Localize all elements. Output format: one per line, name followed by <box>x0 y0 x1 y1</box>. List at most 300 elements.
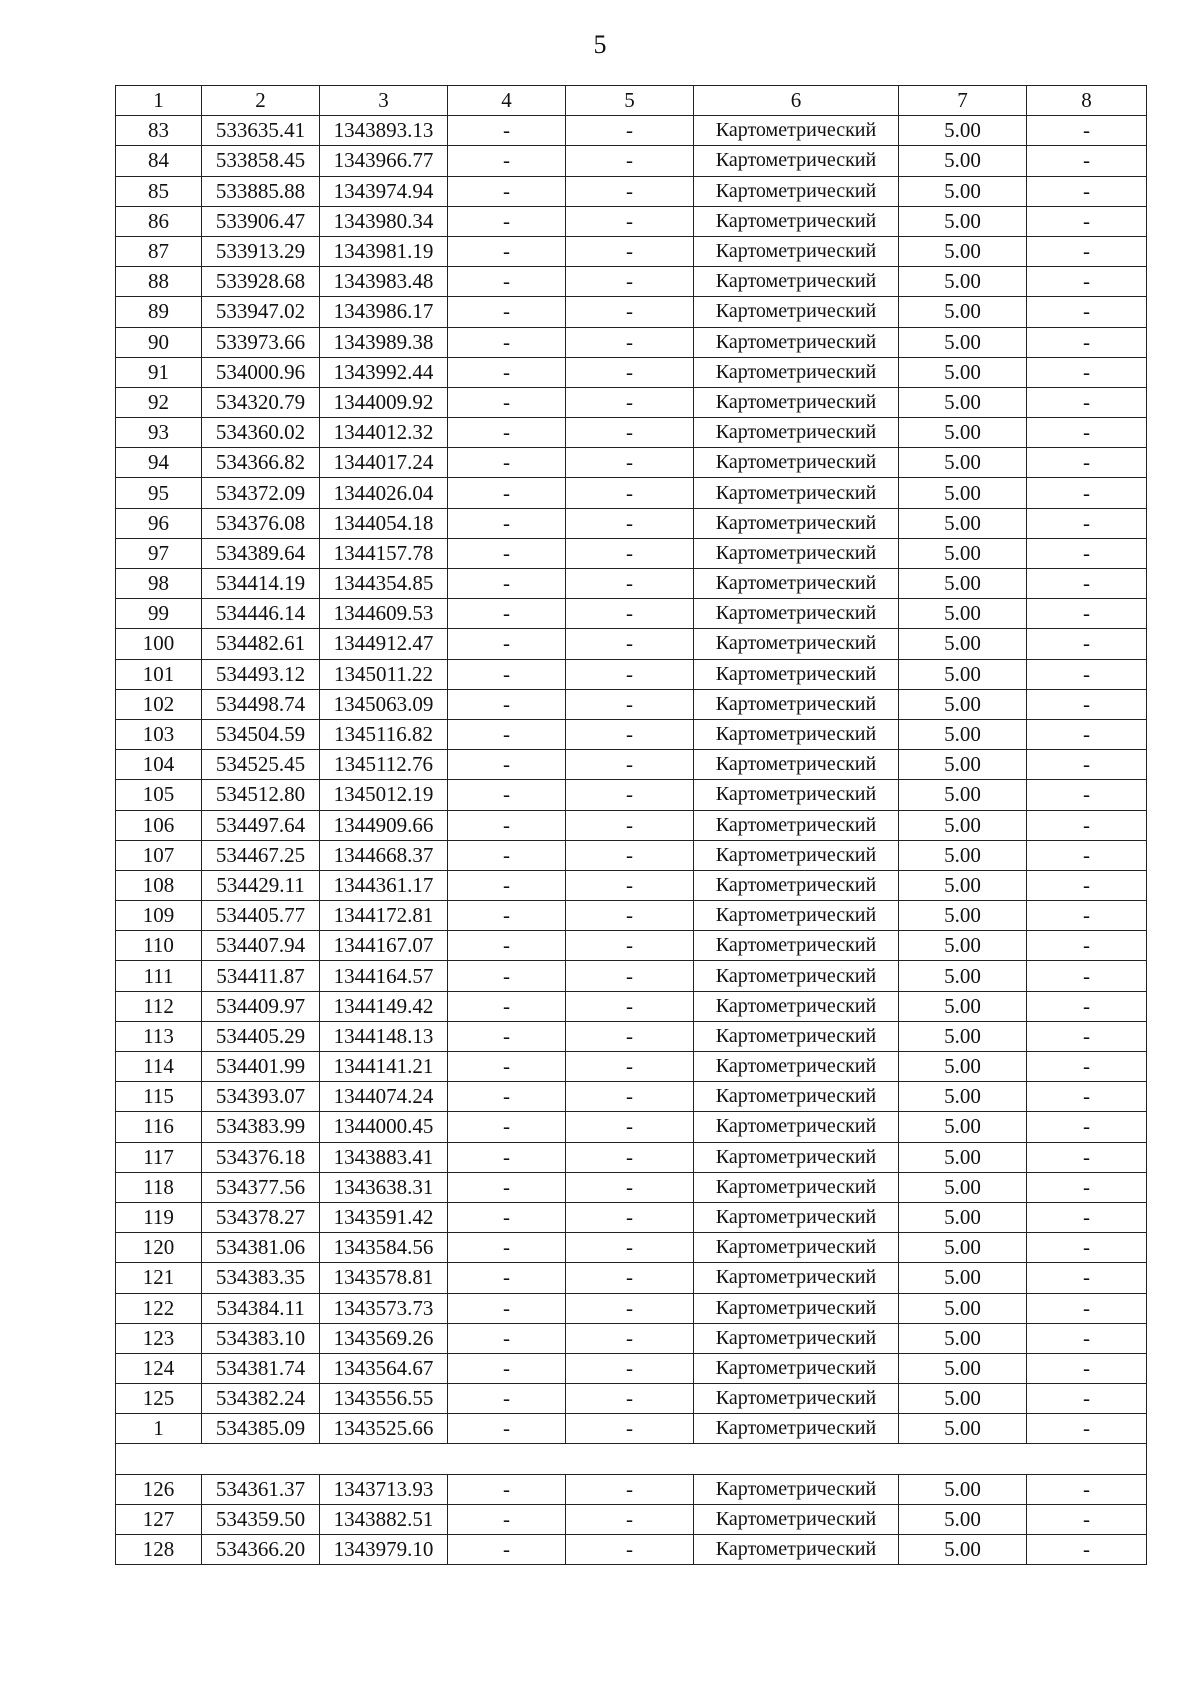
table-row <box>116 991 1147 1021</box>
x-coordinate-cell: 534361.37 <box>202 1474 320 1504</box>
accuracy-cell: 5.00 <box>899 1021 1027 1051</box>
col5-cell: - <box>566 931 694 961</box>
point-number-cell: 103 <box>116 719 202 749</box>
x-coordinate-cell: 533885.88 <box>202 176 320 206</box>
col4-cell: - <box>448 870 566 900</box>
accuracy-cell: 5.00 <box>899 750 1027 780</box>
col5-cell: - <box>566 1172 694 1202</box>
accuracy-cell: 5.00 <box>899 1112 1027 1142</box>
accuracy-cell: 5.00 <box>899 1233 1027 1263</box>
y-coordinate-cell: 1344148.13 <box>320 1021 448 1051</box>
point-number-cell: 123 <box>116 1323 202 1353</box>
col4-cell: - <box>448 1414 566 1444</box>
col5-cell: - <box>566 719 694 749</box>
method-cell: Картометрический <box>694 569 899 599</box>
col8-cell: - <box>1027 1353 1147 1383</box>
y-coordinate-cell: 1344074.24 <box>320 1082 448 1112</box>
point-number-cell: 89 <box>116 297 202 327</box>
y-coordinate-cell: 1345011.22 <box>320 659 448 689</box>
point-number-cell: 88 <box>116 267 202 297</box>
x-coordinate-cell: 534407.94 <box>202 931 320 961</box>
x-coordinate-cell: 534429.11 <box>202 870 320 900</box>
col5-cell: - <box>566 659 694 689</box>
table-row <box>116 569 1147 599</box>
y-coordinate-cell: 1344026.04 <box>320 478 448 508</box>
col4-cell: - <box>448 1504 566 1534</box>
point-number-cell: 101 <box>116 659 202 689</box>
col4-cell: - <box>448 267 566 297</box>
table-row <box>116 176 1147 206</box>
x-coordinate-cell: 534414.19 <box>202 569 320 599</box>
col4-cell: - <box>448 176 566 206</box>
method-cell: Картометрический <box>694 1535 899 1565</box>
accuracy-cell: 5.00 <box>899 176 1027 206</box>
y-coordinate-cell: 1343893.13 <box>320 116 448 146</box>
method-cell: Картометрический <box>694 1082 899 1112</box>
table-row <box>116 719 1147 749</box>
col8-cell: - <box>1027 146 1147 176</box>
method-cell: Картометрический <box>694 418 899 448</box>
x-coordinate-cell: 533973.66 <box>202 327 320 357</box>
col8-cell: - <box>1027 387 1147 417</box>
y-coordinate-cell: 1344149.42 <box>320 991 448 1021</box>
col4-cell: - <box>448 1202 566 1232</box>
point-number-cell: 120 <box>116 1233 202 1263</box>
accuracy-cell: 5.00 <box>899 1474 1027 1504</box>
method-cell: Картометрический <box>694 357 899 387</box>
col4-cell: - <box>448 629 566 659</box>
table-row <box>116 236 1147 266</box>
x-coordinate-cell: 534381.06 <box>202 1233 320 1263</box>
accuracy-cell: 5.00 <box>899 1323 1027 1353</box>
x-coordinate-cell: 534446.14 <box>202 599 320 629</box>
method-cell: Картометрический <box>694 1052 899 1082</box>
col5-cell: - <box>566 1504 694 1534</box>
method-cell: Картометрический <box>694 840 899 870</box>
point-number-cell: 90 <box>116 327 202 357</box>
accuracy-cell: 5.00 <box>899 1263 1027 1293</box>
y-coordinate-cell: 1343638.31 <box>320 1172 448 1202</box>
col5-cell: - <box>566 176 694 206</box>
y-coordinate-cell: 1344141.21 <box>320 1052 448 1082</box>
method-cell: Картометрический <box>694 780 899 810</box>
page-number: 5 <box>593 30 607 59</box>
point-number-cell: 128 <box>116 1535 202 1565</box>
accuracy-cell: 5.00 <box>899 961 1027 991</box>
method-cell: Картометрический <box>694 1414 899 1444</box>
col5-cell: - <box>566 991 694 1021</box>
accuracy-cell: 5.00 <box>899 267 1027 297</box>
col4-cell: - <box>448 931 566 961</box>
col5-cell: - <box>566 599 694 629</box>
method-cell: Картометрический <box>694 750 899 780</box>
col8-cell: - <box>1027 116 1147 146</box>
col4-cell: - <box>448 689 566 719</box>
col4-cell: - <box>448 780 566 810</box>
accuracy-cell: 5.00 <box>899 659 1027 689</box>
point-number-cell: 95 <box>116 478 202 508</box>
col5-cell: - <box>566 357 694 387</box>
col5-cell: - <box>566 780 694 810</box>
table-row <box>116 1353 1147 1383</box>
method-cell: Картометрический <box>694 508 899 538</box>
y-coordinate-cell: 1343989.38 <box>320 327 448 357</box>
col8-cell: - <box>1027 1474 1147 1504</box>
method-cell: Картометрический <box>694 1504 899 1534</box>
col5-cell: - <box>566 1233 694 1263</box>
point-number-cell: 126 <box>116 1474 202 1504</box>
col5-cell: - <box>566 1353 694 1383</box>
method-cell: Картометрический <box>694 538 899 568</box>
accuracy-cell: 5.00 <box>899 991 1027 1021</box>
method-cell: Картометрический <box>694 659 899 689</box>
col4-cell: - <box>448 1293 566 1323</box>
point-number-cell: 100 <box>116 629 202 659</box>
accuracy-cell: 5.00 <box>899 327 1027 357</box>
accuracy-cell: 5.00 <box>899 810 1027 840</box>
point-number-cell: 104 <box>116 750 202 780</box>
y-coordinate-cell: 1344012.32 <box>320 418 448 448</box>
col8-cell: - <box>1027 1414 1147 1444</box>
accuracy-cell: 5.00 <box>899 931 1027 961</box>
x-coordinate-cell: 534366.82 <box>202 448 320 478</box>
y-coordinate-cell: 1343591.42 <box>320 1202 448 1232</box>
y-coordinate-cell: 1344009.92 <box>320 387 448 417</box>
table-row <box>116 750 1147 780</box>
accuracy-cell: 5.00 <box>899 448 1027 478</box>
table-row <box>116 448 1147 478</box>
col8-cell: - <box>1027 1021 1147 1051</box>
table-row <box>116 961 1147 991</box>
x-coordinate-cell: 533858.45 <box>202 146 320 176</box>
method-cell: Картометрический <box>694 901 899 931</box>
x-coordinate-cell: 534504.59 <box>202 719 320 749</box>
x-coordinate-cell: 534389.64 <box>202 538 320 568</box>
col8-cell: - <box>1027 719 1147 749</box>
point-number-cell: 125 <box>116 1384 202 1414</box>
accuracy-cell: 5.00 <box>899 840 1027 870</box>
accuracy-cell: 5.00 <box>899 478 1027 508</box>
col8-cell: - <box>1027 629 1147 659</box>
method-cell: Картометрический <box>694 387 899 417</box>
col5-cell: - <box>566 629 694 659</box>
y-coordinate-cell: 1344164.57 <box>320 961 448 991</box>
x-coordinate-cell: 534383.10 <box>202 1323 320 1353</box>
method-cell: Картометрический <box>694 267 899 297</box>
col5-cell: - <box>566 1021 694 1051</box>
col5-cell: - <box>566 569 694 599</box>
col8-cell: - <box>1027 1504 1147 1534</box>
col4-cell: - <box>448 387 566 417</box>
x-coordinate-cell: 534385.09 <box>202 1414 320 1444</box>
x-coordinate-cell: 534376.18 <box>202 1142 320 1172</box>
col8-cell: - <box>1027 569 1147 599</box>
col8-cell: - <box>1027 478 1147 508</box>
col4-cell: - <box>448 659 566 689</box>
x-coordinate-cell: 534372.09 <box>202 478 320 508</box>
table-row <box>116 297 1147 327</box>
col4-cell: - <box>448 750 566 780</box>
col5-cell: - <box>566 267 694 297</box>
table-row <box>116 1021 1147 1051</box>
table-row <box>116 659 1147 689</box>
empty-cell <box>116 1444 1147 1474</box>
y-coordinate-cell: 1344909.66 <box>320 810 448 840</box>
point-number-cell: 105 <box>116 780 202 810</box>
point-number-cell: 108 <box>116 870 202 900</box>
col4-cell: - <box>448 1082 566 1112</box>
accuracy-cell: 5.00 <box>899 629 1027 659</box>
col5-cell: - <box>566 901 694 931</box>
col8-cell: - <box>1027 659 1147 689</box>
method-cell: Картометрический <box>694 1142 899 1172</box>
y-coordinate-cell: 1344609.53 <box>320 599 448 629</box>
accuracy-cell: 5.00 <box>899 719 1027 749</box>
point-number-cell: 94 <box>116 448 202 478</box>
header-col-5: 5 <box>566 86 694 116</box>
accuracy-cell: 5.00 <box>899 538 1027 568</box>
col4-cell: - <box>448 1323 566 1353</box>
y-coordinate-cell: 1344668.37 <box>320 840 448 870</box>
col5-cell: - <box>566 387 694 417</box>
col8-cell: - <box>1027 1263 1147 1293</box>
accuracy-cell: 5.00 <box>899 1535 1027 1565</box>
table-row <box>116 1384 1147 1414</box>
method-cell: Картометрический <box>694 1263 899 1293</box>
y-coordinate-cell: 1344167.07 <box>320 931 448 961</box>
x-coordinate-cell: 533947.02 <box>202 297 320 327</box>
col5-cell: - <box>566 1414 694 1444</box>
col4-cell: - <box>448 357 566 387</box>
col8-cell: - <box>1027 1535 1147 1565</box>
col4-cell: - <box>448 116 566 146</box>
table-row <box>116 1112 1147 1142</box>
accuracy-cell: 5.00 <box>899 901 1027 931</box>
table-row <box>116 116 1147 146</box>
col8-cell: - <box>1027 236 1147 266</box>
point-number-cell: 96 <box>116 508 202 538</box>
point-number-cell: 119 <box>116 1202 202 1232</box>
y-coordinate-cell: 1343981.19 <box>320 236 448 266</box>
method-cell: Картометрический <box>694 478 899 508</box>
y-coordinate-cell: 1343966.77 <box>320 146 448 176</box>
y-coordinate-cell: 1344361.17 <box>320 870 448 900</box>
method-cell: Картометрический <box>694 1021 899 1051</box>
coordinates-table <box>115 85 1147 1565</box>
col5-cell: - <box>566 961 694 991</box>
method-cell: Картометрический <box>694 1353 899 1383</box>
table-row <box>116 508 1147 538</box>
x-coordinate-cell: 534411.87 <box>202 961 320 991</box>
point-number-cell: 83 <box>116 116 202 146</box>
point-number-cell: 99 <box>116 599 202 629</box>
col5-cell: - <box>566 297 694 327</box>
point-number-cell: 115 <box>116 1082 202 1112</box>
method-cell: Картометрический <box>694 810 899 840</box>
header-col-7: 7 <box>899 86 1027 116</box>
col8-cell: - <box>1027 961 1147 991</box>
table-row <box>116 1535 1147 1565</box>
point-number-cell: 114 <box>116 1052 202 1082</box>
table-row <box>116 1263 1147 1293</box>
col4-cell: - <box>448 327 566 357</box>
x-coordinate-cell: 534401.99 <box>202 1052 320 1082</box>
x-coordinate-cell: 534383.35 <box>202 1263 320 1293</box>
x-coordinate-cell: 534512.80 <box>202 780 320 810</box>
col5-cell: - <box>566 810 694 840</box>
col4-cell: - <box>448 1353 566 1383</box>
col5-cell: - <box>566 327 694 357</box>
col5-cell: - <box>566 1323 694 1353</box>
table-row <box>116 780 1147 810</box>
col4-cell: - <box>448 569 566 599</box>
y-coordinate-cell: 1344157.78 <box>320 538 448 568</box>
col4-cell: - <box>448 508 566 538</box>
y-coordinate-cell: 1344017.24 <box>320 448 448 478</box>
accuracy-cell: 5.00 <box>899 297 1027 327</box>
col5-cell: - <box>566 478 694 508</box>
method-cell: Картометрический <box>694 1293 899 1323</box>
col8-cell: - <box>1027 931 1147 961</box>
table-row <box>116 689 1147 719</box>
col8-cell: - <box>1027 780 1147 810</box>
col8-cell: - <box>1027 538 1147 568</box>
accuracy-cell: 5.00 <box>899 1202 1027 1232</box>
method-cell: Картометрический <box>694 327 899 357</box>
col5-cell: - <box>566 840 694 870</box>
y-coordinate-cell: 1343980.34 <box>320 206 448 236</box>
col5-cell: - <box>566 750 694 780</box>
col8-cell: - <box>1027 1293 1147 1323</box>
col8-cell: - <box>1027 599 1147 629</box>
x-coordinate-cell: 534482.61 <box>202 629 320 659</box>
col8-cell: - <box>1027 1323 1147 1353</box>
method-cell: Картометрический <box>694 146 899 176</box>
table-row <box>116 1414 1147 1444</box>
accuracy-cell: 5.00 <box>899 146 1027 176</box>
method-cell: Картометрический <box>694 689 899 719</box>
y-coordinate-cell: 1343979.10 <box>320 1535 448 1565</box>
method-cell: Картометрический <box>694 1172 899 1202</box>
table-row <box>116 327 1147 357</box>
point-number-cell: 118 <box>116 1172 202 1202</box>
table-row <box>116 357 1147 387</box>
point-number-cell: 111 <box>116 961 202 991</box>
y-coordinate-cell: 1344354.85 <box>320 569 448 599</box>
table-row <box>116 1142 1147 1172</box>
x-coordinate-cell: 534320.79 <box>202 387 320 417</box>
col4-cell: - <box>448 1112 566 1142</box>
col8-cell: - <box>1027 327 1147 357</box>
table-row <box>116 538 1147 568</box>
y-coordinate-cell: 1343573.73 <box>320 1293 448 1323</box>
col8-cell: - <box>1027 750 1147 780</box>
header-col-3: 3 <box>320 86 448 116</box>
col4-cell: - <box>448 1535 566 1565</box>
table-body <box>116 116 1147 1565</box>
table-row <box>116 1172 1147 1202</box>
accuracy-cell: 5.00 <box>899 599 1027 629</box>
col5-cell: - <box>566 1263 694 1293</box>
table-row <box>116 146 1147 176</box>
x-coordinate-cell: 534384.11 <box>202 1293 320 1323</box>
col4-cell: - <box>448 538 566 568</box>
col4-cell: - <box>448 961 566 991</box>
col4-cell: - <box>448 1172 566 1202</box>
x-coordinate-cell: 534382.24 <box>202 1384 320 1414</box>
accuracy-cell: 5.00 <box>899 236 1027 266</box>
accuracy-cell: 5.00 <box>899 569 1027 599</box>
col4-cell: - <box>448 206 566 236</box>
table-row <box>116 901 1147 931</box>
y-coordinate-cell: 1343992.44 <box>320 357 448 387</box>
point-number-cell: 109 <box>116 901 202 931</box>
col4-cell: - <box>448 448 566 478</box>
col5-cell: - <box>566 689 694 719</box>
point-number-cell: 98 <box>116 569 202 599</box>
table-row <box>116 1082 1147 1112</box>
x-coordinate-cell: 534377.56 <box>202 1172 320 1202</box>
col5-cell: - <box>566 1474 694 1504</box>
point-number-cell: 85 <box>116 176 202 206</box>
point-number-cell: 127 <box>116 1504 202 1534</box>
table-row <box>116 810 1147 840</box>
y-coordinate-cell: 1343713.93 <box>320 1474 448 1504</box>
header-col-4: 4 <box>448 86 566 116</box>
y-coordinate-cell: 1343564.67 <box>320 1353 448 1383</box>
x-coordinate-cell: 534497.64 <box>202 810 320 840</box>
method-cell: Картометрический <box>694 176 899 206</box>
method-cell: Картометрический <box>694 991 899 1021</box>
col8-cell: - <box>1027 991 1147 1021</box>
col8-cell: - <box>1027 1233 1147 1263</box>
col4-cell: - <box>448 1384 566 1414</box>
col5-cell: - <box>566 146 694 176</box>
accuracy-cell: 5.00 <box>899 780 1027 810</box>
col8-cell: - <box>1027 267 1147 297</box>
header-col-1: 1 <box>116 86 202 116</box>
x-coordinate-cell: 534383.99 <box>202 1112 320 1142</box>
accuracy-cell: 5.00 <box>899 1082 1027 1112</box>
method-cell: Картометрический <box>694 870 899 900</box>
method-cell: Картометрический <box>694 236 899 266</box>
col8-cell: - <box>1027 357 1147 387</box>
accuracy-cell: 5.00 <box>899 1353 1027 1383</box>
method-cell: Картометрический <box>694 1112 899 1142</box>
header-col-8: 8 <box>1027 86 1147 116</box>
y-coordinate-cell: 1343983.48 <box>320 267 448 297</box>
col4-cell: - <box>448 1142 566 1172</box>
col8-cell: - <box>1027 418 1147 448</box>
col5-cell: - <box>566 418 694 448</box>
x-coordinate-cell: 534409.97 <box>202 991 320 1021</box>
col8-cell: - <box>1027 840 1147 870</box>
col8-cell: - <box>1027 1112 1147 1142</box>
accuracy-cell: 5.00 <box>899 870 1027 900</box>
col4-cell: - <box>448 991 566 1021</box>
accuracy-cell: 5.00 <box>899 357 1027 387</box>
y-coordinate-cell: 1345116.82 <box>320 719 448 749</box>
col5-cell: - <box>566 206 694 236</box>
col5-cell: - <box>566 116 694 146</box>
col5-cell: - <box>566 508 694 538</box>
x-coordinate-cell: 534525.45 <box>202 750 320 780</box>
header-col-2: 2 <box>202 86 320 116</box>
col8-cell: - <box>1027 1052 1147 1082</box>
x-coordinate-cell: 534360.02 <box>202 418 320 448</box>
y-coordinate-cell: 1343882.51 <box>320 1504 448 1534</box>
col4-cell: - <box>448 599 566 629</box>
